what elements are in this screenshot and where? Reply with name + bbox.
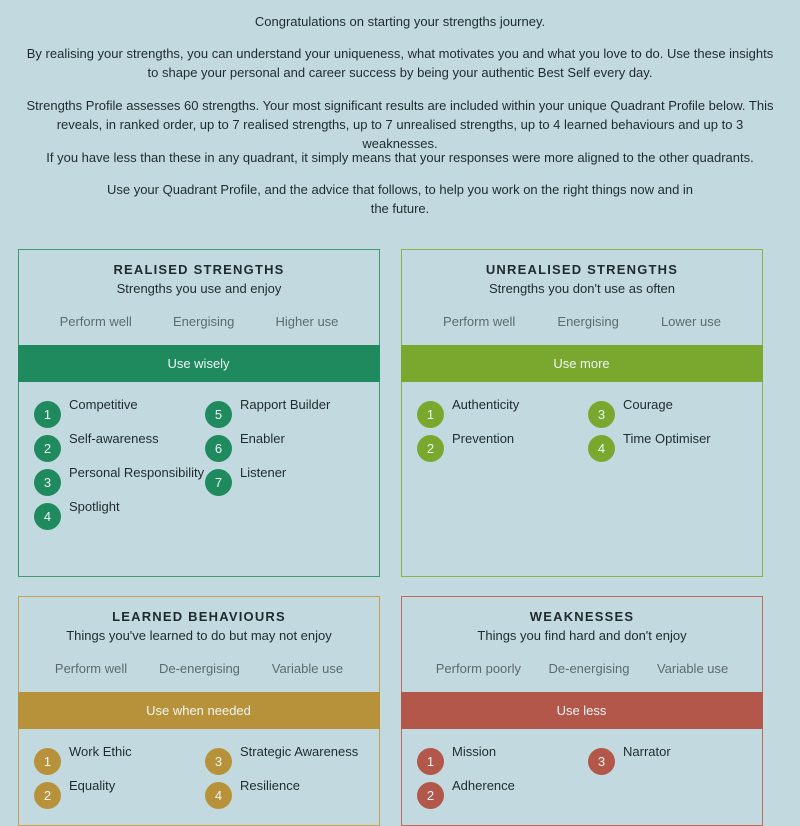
strength-label: Authenticity	[452, 397, 520, 412]
rank-badge: 3	[205, 748, 232, 775]
rank-badge: 3	[34, 469, 61, 496]
rank-badge: 1	[34, 748, 61, 775]
strength-label: Personal Responsibility	[69, 465, 205, 480]
intro-assessment: Strengths Profile assesses 60 strengths. Your most significant results are included within your unique Quadrant Profile below. This reveals, in ranked order, up to 7 realised strengths, up to 7 unrealised strengths, up to 4 learned behaviours and up to 3 weaknesses.	[26, 98, 774, 151]
rank-badge: 4	[34, 503, 61, 530]
realised-strengths-quadrant	[18, 249, 380, 577]
attribute: De-energising	[158, 661, 240, 676]
quadrant-attributes	[402, 661, 762, 676]
quadrant-subtitle: Strengths you use and enjoy	[116, 281, 282, 296]
attribute: Perform poorly	[435, 661, 521, 676]
weaknesses-quadrant	[401, 596, 763, 826]
unrealised-strengths-quadrant	[401, 249, 763, 577]
rank-badge: 2	[34, 435, 61, 462]
strength-label: Time Optimiser	[623, 431, 711, 446]
rank-badge: 6	[205, 435, 232, 462]
quadrant-attributes	[402, 314, 762, 329]
quadrant-band: Use wisely	[18, 345, 380, 382]
rank-badge: 1	[417, 748, 444, 775]
quadrant-band: Use when needed	[18, 692, 380, 729]
rank-badge: 2	[34, 782, 61, 809]
intro-realising: By realising your strengths, you can understand your uniqueness, what motivates you and what you love to do. Use these insights to shape your personal and career success by being your authentic Best Self every day.	[26, 46, 774, 80]
intro-less-than: If you have less than these in any quadrant, it simply means that your responses were more aligned to the other quadrants.	[46, 150, 754, 165]
strength-label: Listener	[240, 465, 287, 480]
rank-badge: 1	[34, 401, 61, 428]
quadrant-attributes	[19, 314, 379, 329]
quadrant-attributes	[19, 661, 379, 676]
rank-badge: 3	[588, 748, 615, 775]
attribute: De-energising	[548, 661, 630, 676]
attribute: Variable use	[656, 661, 729, 676]
rank-badge: 3	[588, 401, 615, 428]
quadrant-subtitle: Things you've learned to do but may not enjoy	[66, 628, 332, 643]
quadrant-subtitle: Strengths you don't use as often	[488, 281, 676, 296]
rank-badge: 4	[205, 782, 232, 809]
quadrant-title: WEAKNESSES	[529, 609, 635, 624]
strength-label: Prevention	[452, 431, 515, 446]
rank-badge: 1	[417, 401, 444, 428]
quadrant-band: Use less	[401, 692, 763, 729]
strength-label: Equality	[69, 778, 116, 793]
strength-label: Competitive	[69, 397, 138, 412]
intro-use-profile: Use your Quadrant Profile, and the advice that follows, to help you work on the right things now and in the future.	[106, 182, 694, 216]
strength-label: Rapport Builder	[240, 397, 331, 412]
strength-label: Narrator	[623, 744, 671, 759]
quadrant-band: Use more	[401, 345, 763, 382]
intro-greeting: Congratulations on starting your strengths journey.	[254, 14, 546, 29]
strength-label: Self-awareness	[69, 431, 159, 446]
strength-label: Enabler	[240, 431, 285, 446]
rank-badge: 5	[205, 401, 232, 428]
attribute: Lower use	[660, 314, 721, 329]
strength-label: Courage	[623, 397, 673, 412]
attribute: Perform well	[59, 314, 132, 329]
rank-badge: 2	[417, 435, 444, 462]
quadrant-title: REALISED STRENGTHS	[113, 262, 285, 277]
attribute: Perform well	[443, 314, 516, 329]
strength-label: Spotlight	[69, 499, 120, 514]
strength-label: Resilience	[240, 778, 300, 793]
attribute: Higher use	[275, 314, 339, 329]
learned-behaviours-quadrant	[18, 596, 380, 826]
rank-badge: 7	[205, 469, 232, 496]
attribute: Perform well	[54, 661, 128, 676]
quadrant-subtitle: Things you find hard and don't enjoy	[477, 628, 687, 643]
attribute: Energising	[557, 314, 619, 329]
strength-label: Work Ethic	[69, 744, 132, 759]
attribute: Energising	[172, 314, 235, 329]
rank-badge: 4	[588, 435, 615, 462]
quadrant-title: LEARNED BEHAVIOURS	[112, 609, 286, 624]
rank-badge: 2	[417, 782, 444, 809]
strength-label: Strategic Awareness	[240, 744, 359, 759]
attribute: Variable use	[271, 661, 344, 676]
quadrant-title: UNREALISED STRENGTHS	[485, 262, 679, 277]
strength-label: Adherence	[452, 778, 515, 793]
strength-label: Mission	[452, 744, 497, 759]
